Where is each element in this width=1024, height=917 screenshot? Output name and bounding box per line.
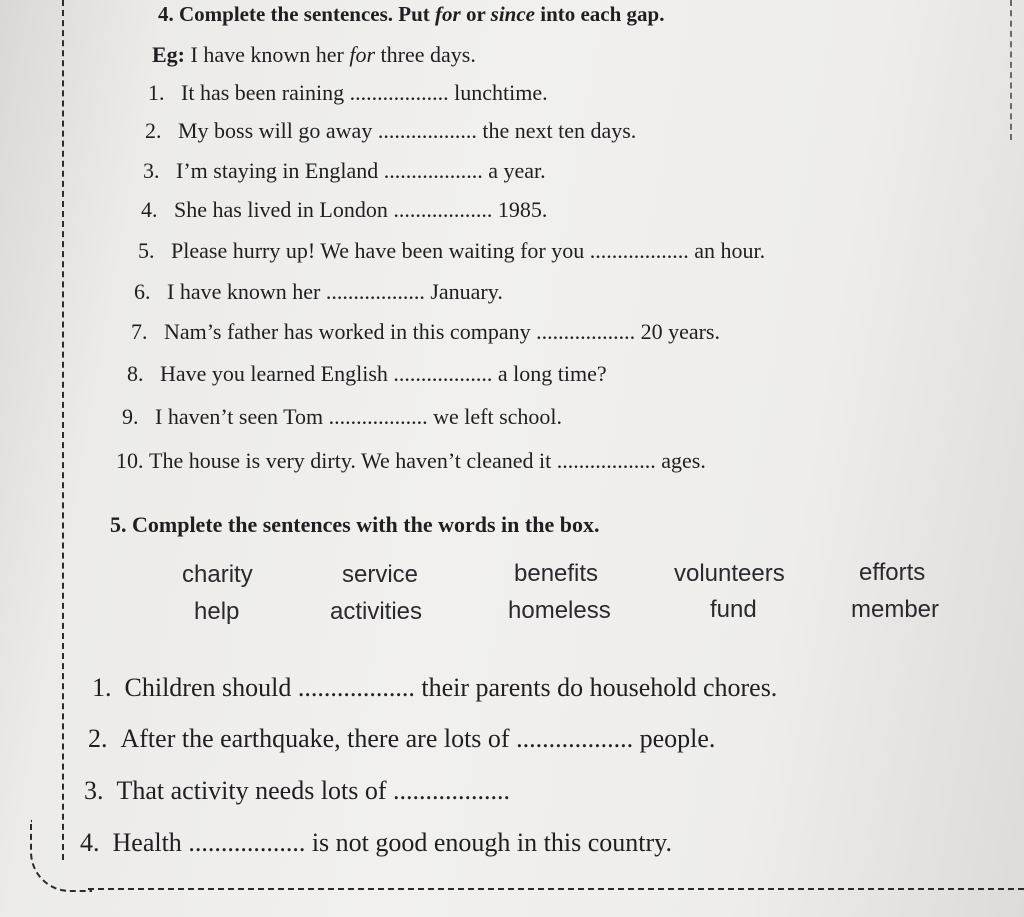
word-box-item: charity <box>182 561 253 588</box>
left-dashed-border <box>62 0 64 860</box>
answer-gap[interactable]: .................. <box>349 80 449 105</box>
answer-gap[interactable]: .................. <box>297 673 415 702</box>
exercise-item: 10. The house is very dirty. We haven’t cleaned it .................. ages. <box>116 448 706 473</box>
bottom-dashed-border <box>88 888 1024 890</box>
answer-gap[interactable]: .................. <box>383 158 483 183</box>
word-box-item: volunteers <box>674 560 785 587</box>
exercise-item: 7. Nam’s father has worked in this company .................. 20 years. <box>131 319 720 344</box>
answer-gap[interactable]: .................. <box>325 279 425 304</box>
exercise-item: 2. After the earthquake, there are lots of .................. people. <box>88 724 716 753</box>
word-box-item: activities <box>330 598 423 625</box>
word-box-item: help <box>194 598 240 625</box>
answer-gap[interactable]: .................. <box>393 361 493 386</box>
word-box-item: service <box>342 561 419 588</box>
word-box-item: efforts <box>859 559 926 586</box>
exercise-item: 4. She has lived in London .................. 1985. <box>141 197 548 222</box>
section-4-heading: 4. Complete the sentences. Put for or since into each gap. <box>158 2 665 26</box>
answer-gap[interactable]: .................. <box>516 724 634 753</box>
exercise-item: 2. My boss will go away .................. the next ten days. <box>145 118 637 143</box>
word-box-item: fund <box>710 596 757 623</box>
exercise-item: 5. Please hurry up! We have been waiting for you .................. an hour. <box>138 238 766 263</box>
exercise-item: 8. Have you learned English .................. a long time? <box>127 361 607 386</box>
exercise-item: 3. That activity needs lots of .................. <box>84 776 511 805</box>
word-box-item: benefits <box>514 560 599 587</box>
answer-gap[interactable]: .................. <box>328 404 428 429</box>
exercise-item: 6. I have known her .................. January. <box>134 279 503 304</box>
exercise-item: 3. I’m staying in England .................. a year. <box>143 158 546 183</box>
answer-gap[interactable]: .................. <box>393 776 511 805</box>
answer-gap[interactable]: .................. <box>589 238 689 263</box>
answer-gap[interactable]: .................. <box>188 828 306 857</box>
word-box-item: homeless <box>508 597 611 624</box>
exercise-item: 1. Children should .................. their parents do household chores. <box>92 673 778 702</box>
answer-gap[interactable]: .................. <box>393 197 493 222</box>
exercise-item: 1. It has been raining .................. lunchtime. <box>148 80 548 105</box>
right-dashed-border <box>1010 0 1012 140</box>
exercise-item: 4. Health .................. is not good enough in this country. <box>80 828 672 857</box>
section-5-heading: 5. Complete the sentences with the words in the box. <box>110 512 600 537</box>
exercise-item: 9. I haven’t seen Tom .................. we left school. <box>122 404 563 429</box>
answer-gap[interactable]: .................. <box>556 448 656 473</box>
example-sentence: Eg: I have known her for three days. <box>152 42 476 67</box>
answer-gap[interactable]: .................. <box>536 319 636 344</box>
answer-gap[interactable]: .................. <box>377 118 477 143</box>
word-box-item: member <box>851 596 940 623</box>
